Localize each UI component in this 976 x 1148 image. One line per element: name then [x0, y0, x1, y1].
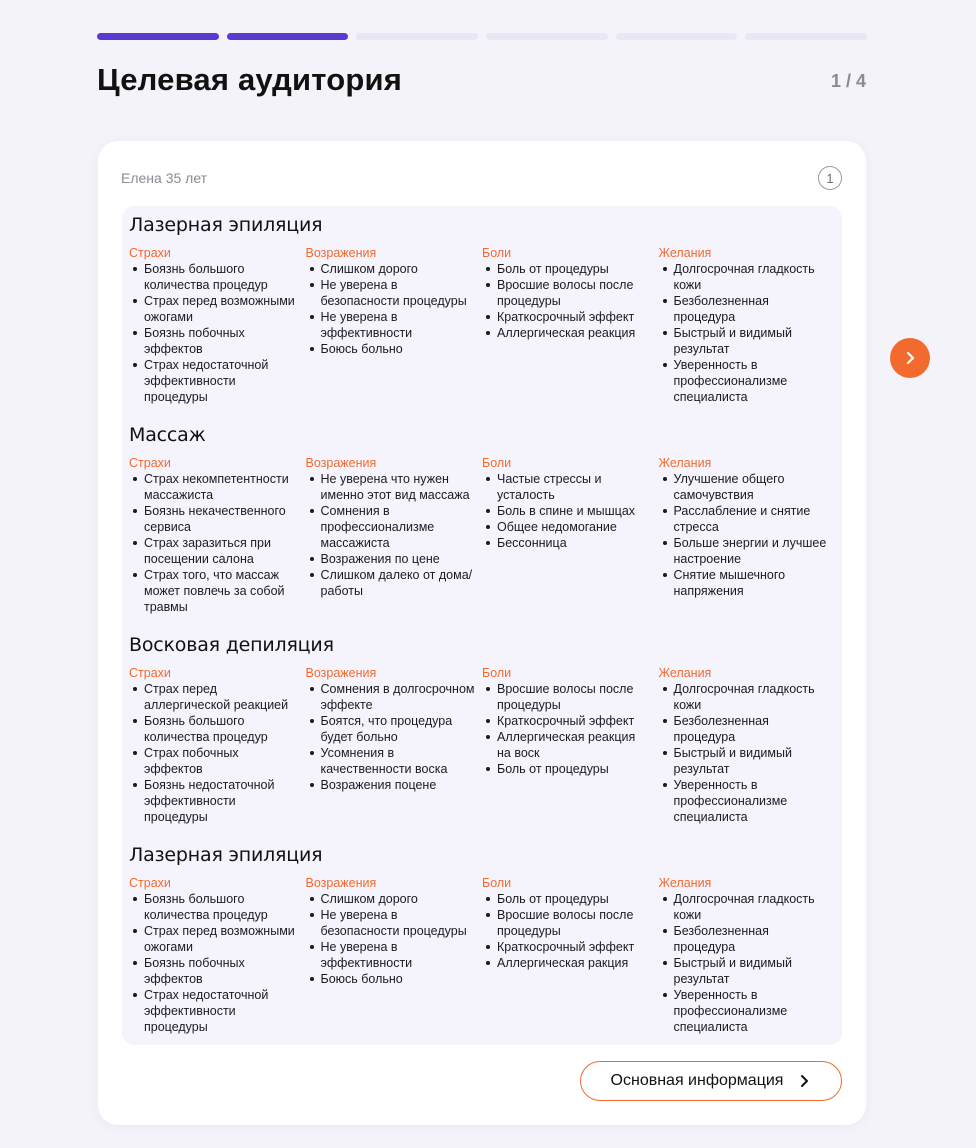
column-title: Желания [658, 666, 712, 680]
next-persona-button[interactable] [890, 338, 930, 378]
progress-segment [745, 33, 867, 40]
audience-column [129, 875, 306, 1035]
list-item: Слишком дорого [306, 891, 477, 907]
list-item: Боязнь большого количества процедур [129, 891, 300, 923]
list-item: Боязнь побочных эффектов [129, 325, 300, 357]
column-title: Возражения [305, 666, 377, 680]
service-title: Лазерная эпиляция [129, 214, 323, 236]
persona-card [98, 141, 866, 1125]
column-list [129, 681, 300, 825]
list-item: Снятие мышечного напряжения [659, 567, 830, 599]
column-list [659, 471, 830, 599]
list-item: Бессонница [482, 535, 653, 551]
column-list [659, 891, 830, 1035]
service-columns [129, 245, 835, 405]
audience-column [306, 455, 483, 615]
list-item: Вросшие волосы после процедуры [482, 907, 653, 939]
list-item: Не уверена в эффективности [306, 939, 477, 971]
column-list [129, 261, 300, 405]
audience-column [659, 455, 836, 615]
list-item: Вросшие волосы после процедуры [482, 681, 653, 713]
list-item: Улучшение общего самочувствия [659, 471, 830, 503]
list-item: Быстрый и видимый результат [659, 745, 830, 777]
audience-column [659, 245, 836, 405]
column-title: Желания [658, 876, 712, 890]
list-item: Боязнь большого количества процедур [129, 261, 300, 293]
list-item: Боюсь больно [306, 971, 477, 987]
list-item: Не уверена в безопасности процедуры [306, 907, 477, 939]
persona-name: Елена 35 лет [121, 170, 208, 186]
list-item: Страх перед возможными ожогами [129, 293, 300, 325]
service-section [129, 211, 835, 421]
list-item: Безболезненная процедура [659, 923, 830, 955]
service-section [129, 631, 835, 841]
list-item: Больше энергии и лучшее настроение [659, 535, 830, 567]
persona-number-badge: 1 [818, 166, 842, 190]
main-info-button[interactable] [580, 1061, 842, 1101]
column-title: Боли [482, 876, 512, 890]
list-item: Расслабление и снятие стресса [659, 503, 830, 535]
column-title: Боли [482, 456, 512, 470]
service-columns [129, 455, 835, 615]
list-item: Страх побочных эффектов [129, 745, 300, 777]
list-item: Слишком далеко от дома/работы [306, 567, 477, 599]
list-item: Сомнения в профессионализме массажиста [306, 503, 477, 551]
audience-column [482, 455, 659, 615]
service-section [129, 841, 835, 1051]
main-info-button-label: Основная информация [610, 1072, 784, 1089]
audience-column [482, 245, 659, 405]
list-item: Безболезненная процедура [659, 293, 830, 325]
list-item: Быстрый и видимый результат [659, 955, 830, 987]
list-item: Страх недостаточной эффективности процедуры [129, 987, 300, 1035]
list-item: Страх заразиться при посещении салона [129, 535, 300, 567]
audience-column [306, 245, 483, 405]
list-item: Долгосрочная гладкость кожи [659, 681, 830, 713]
list-item: Не уверена в эффективности [306, 309, 477, 341]
list-item: Боязнь недостаточной эффективности процедуры [129, 777, 300, 825]
list-item: Страх перед возможными ожогами [129, 923, 300, 955]
column-title: Страхи [129, 246, 171, 260]
chevron-right-icon [797, 1074, 811, 1088]
audience-column [306, 665, 483, 825]
list-item: Боюсь больно [306, 341, 477, 357]
list-item: Слишком дорого [306, 261, 477, 277]
list-item: Боятся, что процедура будет больно [306, 713, 477, 745]
chevron-right-icon [903, 351, 917, 365]
list-item: Уверенность в профессионализме специалиста [659, 987, 830, 1035]
audience-column [129, 455, 306, 615]
list-item: Не уверена в безопасности процедуры [306, 277, 477, 309]
list-item: Аллергическая реакция [482, 325, 653, 341]
progress-segment [356, 33, 478, 40]
list-item: Боль от процедуры [482, 761, 653, 777]
step-progress-bar [97, 33, 867, 40]
list-item: Сомнения в долгосрочном эффекте [306, 681, 477, 713]
audience-column [129, 665, 306, 825]
audience-column [129, 245, 306, 405]
column-list [659, 261, 830, 405]
progress-segment [616, 33, 738, 40]
column-list [482, 681, 653, 777]
progress-segment [97, 33, 219, 40]
column-list [482, 261, 653, 341]
list-item: Долгосрочная гладкость кожи [659, 891, 830, 923]
list-item: Возражения по цене [306, 551, 477, 567]
list-item: Уверенность в профессионализме специалиста [659, 777, 830, 825]
list-item: Краткосрочный эффект [482, 713, 653, 729]
column-title: Возражения [305, 876, 377, 890]
list-item: Страх некомпетентности массажиста [129, 471, 300, 503]
column-title: Желания [658, 456, 712, 470]
list-item: Уверенность в профессионализме специалиста [659, 357, 830, 405]
column-title: Желания [658, 246, 712, 260]
service-section [129, 421, 835, 631]
list-item: Боль в спине и мышцах [482, 503, 653, 519]
audience-column [482, 875, 659, 1035]
column-list [306, 891, 477, 987]
column-title: Возражения [305, 246, 377, 260]
list-item: Боль от процедуры [482, 891, 653, 907]
list-item: Вросшие волосы после процедуры [482, 277, 653, 309]
column-title: Страхи [129, 666, 171, 680]
list-item: Аллергическая реакция на воск [482, 729, 653, 761]
column-list [129, 471, 300, 615]
list-item: Возражения поцене [306, 777, 477, 793]
list-item: Краткосрочный эффект [482, 309, 653, 325]
audience-column [306, 875, 483, 1035]
service-title: Лазерная эпиляция [129, 844, 323, 866]
column-list [306, 471, 477, 599]
list-item: Усомнения в качественности воска [306, 745, 477, 777]
progress-segment [486, 33, 608, 40]
service-title: Массаж [129, 424, 206, 446]
list-item: Боязнь большого количества процедур [129, 713, 300, 745]
service-columns [129, 875, 835, 1035]
column-title: Возражения [305, 456, 377, 470]
list-item: Не уверена что нужен именно этот вид массажа [306, 471, 477, 503]
list-item: Боязнь некачественного сервиса [129, 503, 300, 535]
list-item: Страх перед аллергической реакцией [129, 681, 300, 713]
audience-column [659, 665, 836, 825]
column-list [129, 891, 300, 1035]
list-item: Общее недомогание [482, 519, 653, 535]
list-item: Аллергическая ракция [482, 955, 653, 971]
audience-column [482, 665, 659, 825]
list-item: Страх недостаточной эффективности процедуры [129, 357, 300, 405]
service-title: Восковая депиляция [129, 634, 334, 656]
column-title: Боли [482, 666, 512, 680]
list-item: Краткосрочный эффект [482, 939, 653, 955]
list-item: Боль от процедуры [482, 261, 653, 277]
column-list [306, 261, 477, 357]
column-title: Страхи [129, 456, 171, 470]
page-title: Целевая аудитория [97, 62, 403, 97]
page-counter: 1 / 4 [830, 71, 866, 91]
audience-column [659, 875, 836, 1035]
list-item: Частые стрессы и усталость [482, 471, 653, 503]
list-item: Безболезненная процедура [659, 713, 830, 745]
column-title: Боли [482, 246, 512, 260]
service-columns [129, 665, 835, 825]
list-item: Боязнь побочных эффектов [129, 955, 300, 987]
list-item: Быстрый и видимый результат [659, 325, 830, 357]
column-title: Страхи [129, 876, 171, 890]
list-item: Долгосрочная гладкость кожи [659, 261, 830, 293]
services-panel [122, 206, 842, 1045]
progress-segment [227, 33, 349, 40]
list-item: Страх того, что массаж может повлечь за собой травмы [129, 567, 300, 615]
column-list [482, 891, 653, 971]
column-list [659, 681, 830, 825]
column-list [482, 471, 653, 551]
column-list [306, 681, 477, 793]
